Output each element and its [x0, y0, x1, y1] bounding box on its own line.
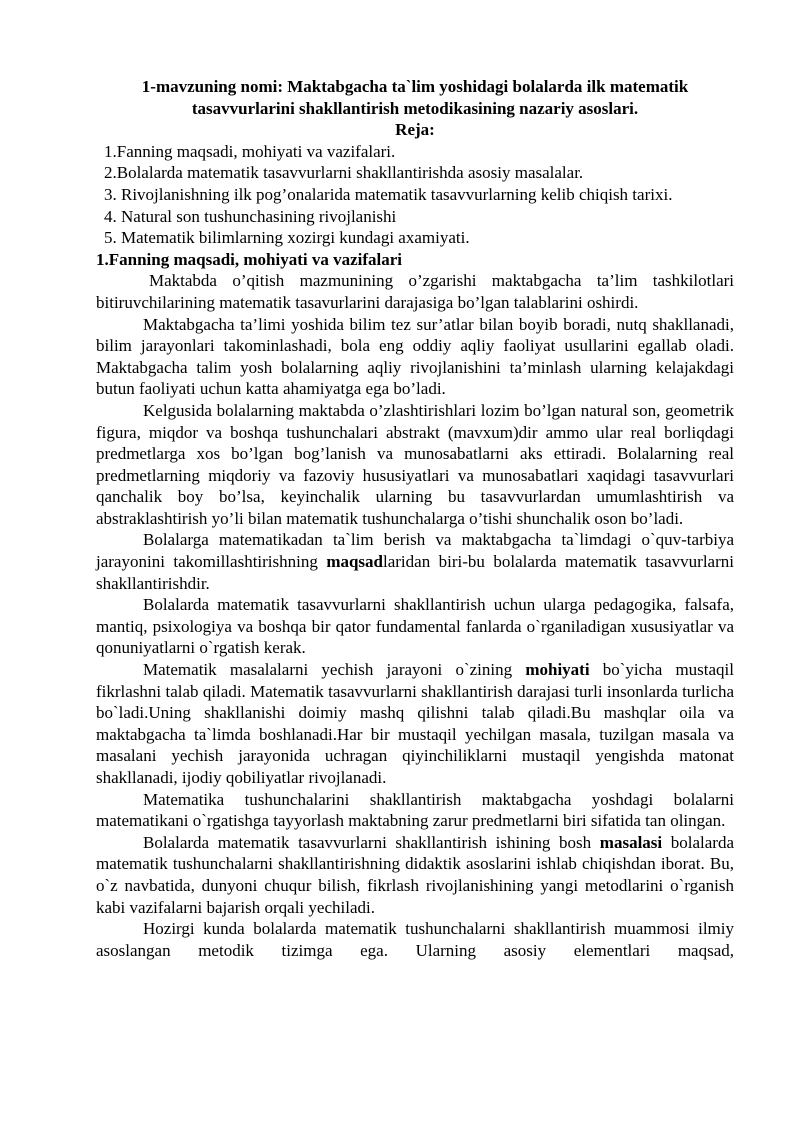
title-line-1: 1-mavzuning nomi: Maktabgacha ta`lim yoshidagi bolalarda ilk matematik — [141, 77, 689, 96]
body-paragraph — [96, 529, 734, 594]
paragraph-text: Bolalarda matematik tasavvurlarni shakllantirish ishining bosh — [143, 832, 600, 852]
document-title — [96, 76, 734, 119]
section-heading: 1.Fanning maqsadi, mohiyati va vazifalari — [96, 249, 403, 269]
paragraph-text: Matematik masalalarni yechish jarayoni o`zining — [143, 660, 526, 680]
paragraph-text: Bolalarga matematikadan ta`lim berish va maktabgacha ta`limdagi o`quv-tarbiya jarayonini takomillashtirishning — [96, 530, 734, 572]
body-paragraph: Maktabda o’qitish mazmunining o’zgarishi maktabgacha ta’lim tashkilotlari bitiruvchilarining matematik tasavurlarini darajasiga bo’lgan talablarini oshirdi. — [96, 271, 734, 312]
plan-item: 3. Rivojlanishning ilk pog’onalarida matematik tasavvurlarning kelib chiqish tarixi. — [104, 184, 673, 204]
plan-heading: Reja: — [395, 120, 435, 140]
body-paragraph — [96, 832, 734, 918]
paragraph-text: bo`yicha mustaqil fikrlashni talab qiladi. Matematik tasavvurlarni shakllantirish darajasi turli insonlarda turlicha bo`ladi.Uning shakllanishi doimiy mashq qilishni talab qiladi.Bu mashqlar oila va maktabgacha ta`limda boshlanadi.Har bir mustaqil yechilgan masala, tuzilgan masala va masalani yechish jarayonida uchragan qiyinchiliklarni mustaqil yengishda matonat shakllanadi, ijodiy qobiliyatlar rivojlanadi. — [96, 660, 735, 787]
paragraph-text: laridan biri-bu bolalarda matematik tasavvurlarni shakllantirishdir. — [96, 552, 734, 593]
bold-term-masalasi: masalasi — [599, 832, 663, 852]
body-paragraph: Maktabgacha ta’limi yoshida bilim tez sur’atlar bilan boyib boradi, nutq shakllanadi, bilim jarayonlari takominlashadi, bola eng oddiy aqliy faoliyat usullarini egallab oladi. Maktabgacha talim yosh bolalarning aqliy rivojlanishini ta’minlash ularning kelajakdagi butun faoliyati uchun katta ahamiyatga ega bo’ladi. — [96, 314, 734, 399]
plan-item: 5. Matematik bilimlarning xozirgi kundagi axamiyati. — [104, 228, 470, 248]
body-paragraph — [96, 659, 734, 789]
bold-term-maqsad: maqsad — [326, 552, 383, 572]
title-line-2: tasavvurlarini shakllantirish metodikasining nazariy asoslari. — [191, 98, 639, 118]
document-page — [96, 76, 734, 961]
body-paragraph: Kelgusida bolalarning maktabda o’zlashtirishlari lozim bo’lgan natural son, geometrik figura, miqdor va boshqa tushunchalari abstrakt (mavxum)dir ammo ular real borliqdagi predmetlarga xos bo’lgan bog’lanish va munosabatlarni aks ettiradi. Bolalarning real predmetlarning miqdoriy va fazoviy hususiyatlari va munosabatlari xaqidagi tasavvurlari qanchalik boy bo’lsa, keyinchalik ularning bu tasavvurlardan umumlashtirish va abstraklashtirish yo’li bilan matematik tushunchalarga o’tishi shunchalik oson bo’ladi. — [96, 400, 734, 528]
plan-item: 1.Fanning maqsadi, mohiyati va vazifalari. — [104, 141, 396, 161]
plan-item: 4. Natural son tushunchasining rivojlanishi — [104, 206, 397, 226]
body-paragraph: Bolalarda matematik tasavvurlarni shakllantirish uchun ularga pedagogika, falsafa, mantiq, psixologiya va boshqa bir qator fundamental fanlarda o`rganiladigan xususiyatlar va qonuniyatlarni o`rgatish kerak. — [96, 595, 734, 658]
plan-list — [96, 141, 734, 249]
body-paragraph: Matematika tushunchalarini shakllantirish maktabgacha yoshdagi bolalarni matematikani o`rgatishga tayyorlash maktabning zarur predmetlarni biri sifatida tan olingan. — [96, 789, 734, 831]
bold-term-mohiyati: mohiyati — [525, 660, 590, 680]
plan-item: 2.Bolalarda matematik tasavvurlarni shakllantirishda asosiy masalalar. — [104, 163, 584, 183]
paragraph-text: bolalarda matematik tushunchalarni shakllantirishning didaktik asoslarini ishlab chiqishdan iborat. Bu, o`z navbatida, dunyoni chuqur bilish, fikrlash rivojlanishining yangi metodlarini o`rganish kabi vazifalarni bajarish orqali yechiladi. — [96, 832, 735, 917]
body-paragraph: Hozirgi kunda bolalarda matematik tushunchalarni shakllantirish muammosi ilmiy asoslangan metodik tizimga ega. Ularning asosiy elementlari maqsad, — [96, 919, 734, 960]
